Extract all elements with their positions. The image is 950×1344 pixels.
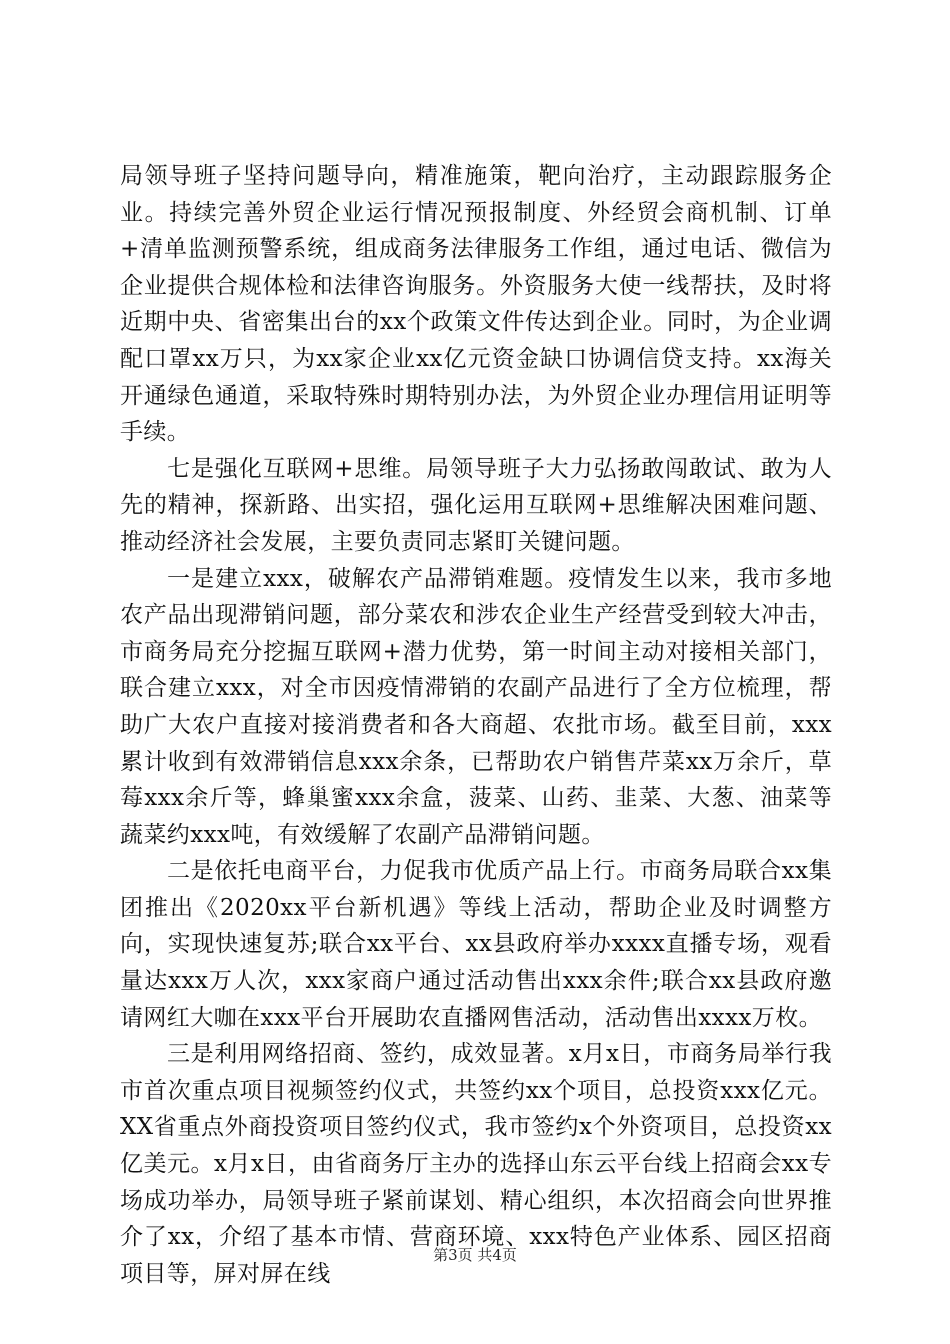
paragraph-internet-thinking: 七是强化互联网+思维。局领导班子大力弘扬敢闯敢试、敢为人先的精神，探新路、出实招，强化运用互联网+思维解决困难问题、推动经济社会发展，主要负责同志紧盯关键问题。 bbox=[120, 455, 832, 555]
paragraph-agri-products: 一是建立xxx，破解农产品滞销难题。疫情发生以来，我市多地农产品出现滞销问题，部分菜农和涉农企业生产经营受到较大冲击，市商务局充分挖掘互联网+潜力优势，第一时间主动对接相关部门，联合建立xxx，对全市因疫情滞销的农副产品进行了全方位梳理，帮助广大农户直接对接消费者和各大商超、农批市场。截至目前，xxx累计收到有效滞销信息xxx余条，已帮助农户销售芹菜xx万余斤，草莓xxx余斤等，蜂巢蜜xxx余盒，菠菜、山药、韭菜、大葱、油菜等蔬菜约xxx吨，有效缓解了农副产品滞销问题。 bbox=[120, 565, 832, 848]
page-number-footer: 第3页 共4页 bbox=[433, 1246, 517, 1264]
paragraph-continuation: 局领导班子坚持问题导向，精准施策，靶向治疗，主动跟踪服务企业。持续完善外贸企业运行情况预报制度、外经贸会商机制、订单+清单监测预警系统，组成商务法律服务工作组，通过电话、微信为企业提供合规体检和法律咨询服务。外资服务大使一线帮扶，及时将近期中央、省密集出台的xx个政策文件传达到企业。同时，为企业调配口罩xx万只，为xx家企业xx亿元资金缺口协调信贷支持。xx海关开通绿色通道，采取特殊时期特别办法，为外贸企业办理信用证明等手续。 bbox=[120, 163, 832, 446]
document-body bbox=[120, 158, 832, 1292]
paragraph-online-investment: 三是利用网络招商、签约，成效显著。x月x日，市商务局举行我市首次重点项目视频签约仪式，共签约xx个项目，总投资xxx亿元。XX省重点外商投资项目签约仪式，我市签约x个外资项目，总投资xx亿美元。x月x日，由省商务厅主办的选择山东云平台线上招商会xx专场成功举办，局领导班子紧前谋划、精心组织，本次招商会向世界推介了xx，介绍了基本市情、营商环境、xxx特色产业体系、园区招商项目等，屏对屏在线 bbox=[120, 1041, 832, 1287]
paragraph-ecommerce: 二是依托电商平台，力促我市优质产品上行。市商务局联合xx集团推出《2020xx平台新机遇》等线上活动，帮助企业及时调整方向，实现快速复苏;联合xx平台、xx县政府举办xxxx直播专场，观看量达xxx万人次，xxx家商户通过活动售出xxx余件;联合xx县政府邀请网红大咖在xxx平台开展助农直播网售活动，活动售出xxxx万枚。 bbox=[120, 858, 832, 1031]
